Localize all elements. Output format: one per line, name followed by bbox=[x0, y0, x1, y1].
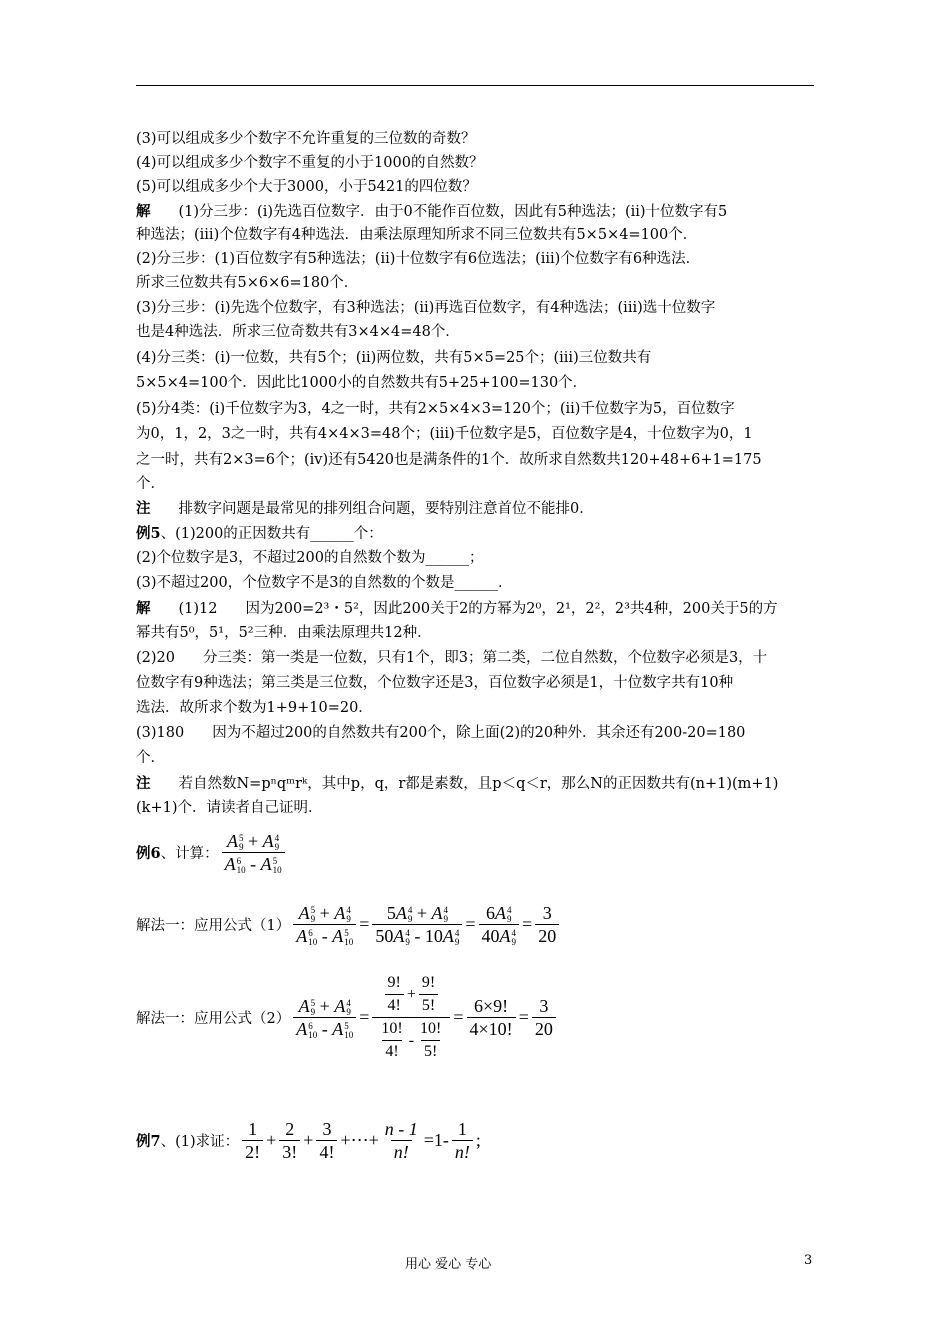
text-line: 也是4种选法．所求三位奇数共有3×4×4=48个． bbox=[136, 324, 460, 340]
example-heading: 例6 bbox=[136, 845, 161, 862]
text-span: 因为不超过200的自然数共有200个，除上面(2)的20种外．其余还有200-20=180 bbox=[212, 725, 746, 741]
text-span: 分三类：第一类是一位数，只有1个，即3；第二类，二位自然数，个位数字必须是3，十 bbox=[203, 650, 768, 666]
text-span: 若自然数N=pⁿqᵐrᵏ，其中p，q，r都是素数，且p＜q＜r，那么N的正因数共有(n+1)(m+1) bbox=[178, 776, 779, 792]
note-heading: 注 bbox=[136, 775, 151, 792]
fraction: A 5 9 + A 4 9 A 6 10 - A 5 10 bbox=[293, 902, 356, 947]
text-line: 为0，1，2，3之一时，共有4×4×3=48个；(iii)千位数字是5，百位数字是4，十位数字为0，1 bbox=[136, 426, 753, 442]
text-line: 位数字有9种选法；第三类是三位数，个位数字还是3，百位数字必须是1，十位数字共有10种 bbox=[136, 675, 734, 691]
text-line: (3)分三步：(i)先选个位数字，有3种选法；(ii)再选百位数字，有4种选法；(iii)选十位数字 bbox=[136, 300, 716, 316]
text-line: (5)分4类：(i)千位数字为3，4之一时，共有2×5×4×3=120个；(ii)千位数字为5，百位数字 bbox=[136, 401, 735, 417]
example-heading: 例7 bbox=[136, 1133, 161, 1150]
text-line: (4)分三类：(i)一位数，共有5个；(ii)两位数，共有5×5=25个；(iii)三位数共有 bbox=[136, 350, 652, 366]
text-line: (k+1)个．请读者自己证明． bbox=[136, 800, 323, 816]
text-span: 、(1)求证： bbox=[160, 1134, 240, 1150]
solution-heading: 解 bbox=[136, 203, 151, 220]
text-line: 个． bbox=[136, 750, 165, 766]
text-span: (3)180 bbox=[136, 725, 185, 741]
text-span: 因为200=2³・5²，因此200关于2的方幂为2⁰，2¹，2²，2³共4种，200关于5的方 bbox=[245, 601, 778, 617]
footer-motto: 用心 爱心 专心 bbox=[405, 1257, 492, 1272]
text-line: 5×5×4=100个．因此比1000小的自然数共有5+25+100=130个． bbox=[136, 375, 588, 391]
solution2-expression: 解法一：应用公式（2） A 5 9 + A 4 9 A 6 10 - A 5 10 = $\frac{9!}{4!}$ + $\frac{9!}{5!}$ $\frac{10!}{4!}$ - $\frac{10!}{5!}$ = $\frac{6\times 9!}{4\times 10!}$ = $\frac{3}{20}$ bbox=[136, 972, 559, 1063]
text-line bbox=[136, 647, 816, 671]
text-line bbox=[136, 522, 816, 547]
text-line bbox=[136, 772, 816, 797]
example-heading: 例5 bbox=[136, 525, 161, 542]
text-line: (4)可以组成多少个数字不重复的小于1000的自然数？ bbox=[136, 155, 484, 171]
example7-expression: 例7、(1)求证： $\frac{1}{2!}$ + $\frac{2}{3!}$ + $\frac{3}{4!}$ +⋯+ $\frac{n - 1}{n!}$ =1- $\frac{1}{n!}$ ; bbox=[136, 1119, 481, 1162]
fraction: 5A 4 9 + A 4 9 50A 4 9 - 10A 4 9 bbox=[372, 902, 462, 947]
text-line bbox=[136, 200, 816, 225]
solution-label: 解法一：应用公式（2） bbox=[136, 1011, 291, 1027]
text-span: 、计算： bbox=[160, 846, 219, 862]
text-line: 所求三位数共有5×6×6=180个． bbox=[136, 275, 359, 291]
compound-fraction: $\frac{9!}{4!}$ + $\frac{9!}{5!}$ $\frac{10!}{4!}$ - $\frac{10!}{5!}$ bbox=[372, 972, 450, 1063]
text-line: (3)可以组成多少个数字不允许重复的三位数的奇数？ bbox=[136, 131, 476, 147]
fraction: A 5 9 + A 4 9 A 6 10 - A 5 10 bbox=[222, 830, 285, 875]
solution-label: 解法一：应用公式（1） bbox=[136, 918, 291, 934]
text-span: (1)分三步：(i)先选百位数字．由于0不能作百位数，因此有5种选法；(ii)十位数字有5 bbox=[178, 204, 728, 220]
header-rule bbox=[136, 85, 814, 86]
text-span: 排数字问题是最常见的排列组合问题，要特别注意首位不能排0． bbox=[178, 501, 594, 517]
text-line: 选法．故所求个数为1+9+10=20． bbox=[136, 700, 373, 716]
fraction: A 5 9 + A 4 9 A 6 10 - A 5 10 bbox=[293, 995, 356, 1040]
text-line: 种选法；(iii)个位数字有4种选法．由乘法原理知所求不同三位数共有5×5×4=100个． bbox=[136, 227, 698, 243]
text-line: (2)个位数字是3，不超过200的自然数个数为______； bbox=[136, 550, 484, 566]
text-line: 幂共有5⁰，5¹，5²三种．由乘法原理共12种． bbox=[136, 625, 432, 641]
result-fraction: $\frac{3}{20}$ bbox=[532, 995, 556, 1040]
text-span: (1)12 bbox=[178, 601, 218, 617]
text-span: 、(1)200的正因数共有______个： bbox=[160, 526, 383, 542]
solution1-expression: 解法一：应用公式（1） A 5 9 + A 4 9 A 6 10 - A 5 10 = 5A 4 9 + A 4 9 50A 4 9 - 10A 4 9 = 6A 4 9 40A 4 9 = $\frac{3}{20}$ bbox=[136, 902, 562, 947]
text-line: 个． bbox=[136, 476, 165, 492]
fraction: $\frac{6\times 9!}{4\times 10!}$ bbox=[467, 995, 516, 1040]
text-line: 之一时，共有2×3=6个；(iv)还有5420也是满条件的1个．故所求自然数共120+48+6+1=175 bbox=[136, 452, 762, 468]
text-line bbox=[136, 597, 816, 622]
fraction: 6A 4 9 40A 4 9 bbox=[479, 902, 520, 947]
result-fraction: $\frac{3}{20}$ bbox=[535, 902, 559, 947]
text-line: (2)分三步：(1)百位数字有5种选法；(ii)十位数字有6位选法；(iii)个位数字有6种选法． bbox=[136, 251, 701, 267]
text-line bbox=[136, 722, 816, 746]
note-heading: 注 bbox=[136, 500, 151, 517]
example6-expression bbox=[136, 830, 288, 875]
text-line: (5)可以组成多少个大于3000，小于5421的四位数？ bbox=[136, 179, 477, 195]
text-span: (2)20 bbox=[136, 650, 175, 666]
text-line bbox=[136, 497, 816, 522]
page-number: 3 bbox=[804, 1253, 813, 1268]
solution-heading: 解 bbox=[136, 600, 151, 617]
text-line: (3)不超过200，个位数字不是3的自然数的个数是______． bbox=[136, 575, 513, 591]
